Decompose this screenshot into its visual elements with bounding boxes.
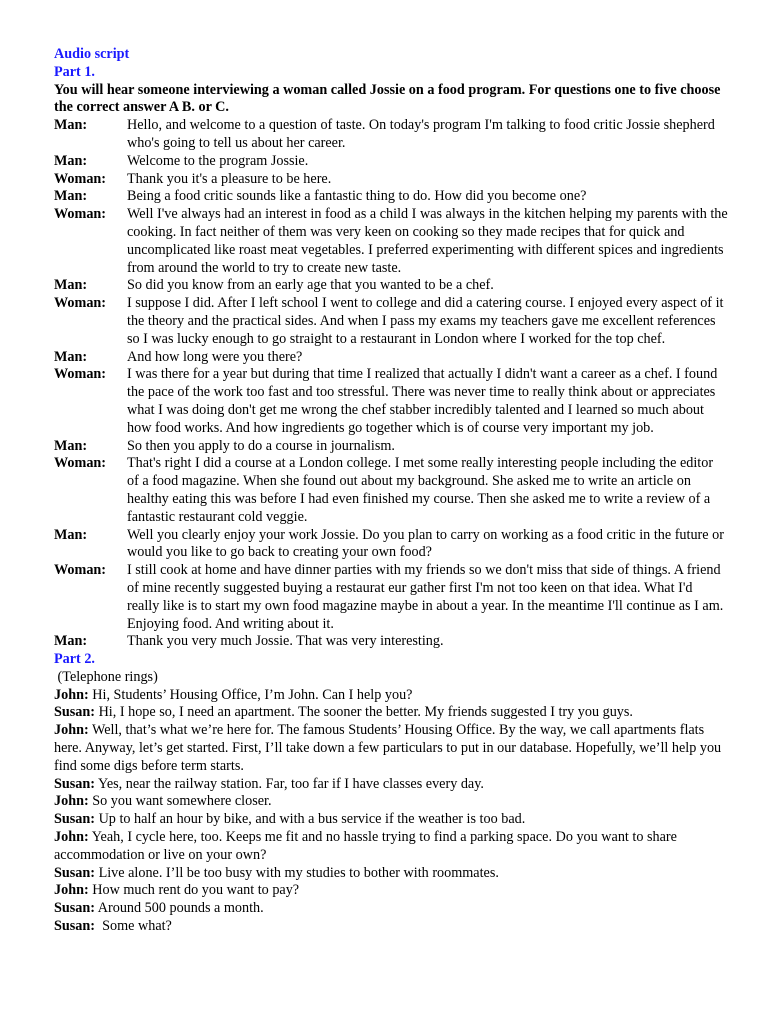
- dialogue-line: [54, 704, 728, 722]
- speech-text: I still cook at home and have dinner parties with my friends so we don't miss that side of things. A friend of mine recently suggested buying a restaurat eur gather first I'm not too keen on that idea. What I'd really like is to start my own food magazine maybe in about a year. In the meantime I'll continue as I am. Enjoying food. And writing about it.: [127, 562, 724, 632]
- dialogue-line: [54, 918, 728, 936]
- speaker-label: Susan:: [54, 704, 96, 721]
- dialogue-line: [54, 349, 728, 367]
- part1-heading: Part 1.: [54, 63, 95, 80]
- dialogue-line: [54, 882, 728, 900]
- part1-dialogue: [54, 117, 728, 651]
- speech-text: Live alone. I’ll be too busy with my studies to bother with roommates.: [95, 864, 499, 881]
- speaker-label: Man:: [54, 277, 88, 294]
- speech-text: Yeah, I cycle here, too. Keeps me fit and no hassle trying to find a parking space. Do you want to share accommodation or live on your own?: [54, 829, 681, 863]
- speaker-label: Man:: [54, 526, 88, 543]
- speaker-label: Susan:: [54, 864, 96, 881]
- dialogue-line: [54, 438, 728, 456]
- dialogue-line: [54, 366, 728, 437]
- speech-text: Being a food critic sounds like a fantastic thing to do. How did you become one?: [127, 188, 587, 205]
- speech-text: How much rent do you want to pay?: [88, 882, 300, 899]
- speech-text: Well, that’s what we’re here for. The famous Students’ Housing Office. By the way, we call apartments flats here. Anyway, let’s get started. First, I’ll take down a few particulars to put in our database. Hopefully, we’ll help you find some digs before term starts.: [54, 722, 725, 774]
- dialogue-line: [54, 277, 728, 295]
- speech-text: Thank you very much Jossie. That was very interesting.: [127, 633, 444, 650]
- dialogue-line: [54, 633, 728, 651]
- dialogue-line: [54, 188, 728, 206]
- dialogue-line: [54, 722, 728, 775]
- speaker-label: John:: [54, 793, 89, 810]
- speaker-label: Susan:: [54, 775, 96, 792]
- speech-text: Hi, I hope so, I need an apartment. The sooner the better. My friends suggested I try you guys.: [95, 704, 633, 721]
- part1-instructions: You will hear someone interviewing a woman called Jossie on a food program. For questions one to five choose the correct answer A B. or C.: [54, 81, 721, 116]
- document-title: Audio script: [54, 46, 130, 62]
- dialogue-line: [54, 865, 728, 883]
- speaker-label: Susan:: [54, 918, 96, 935]
- stage-direction: (Telephone rings): [54, 668, 158, 685]
- speech-text: Hello, and welcome to a question of taste. On today's program I'm talking to food critic Jossie shepherd who's going to tell us about her career.: [127, 117, 715, 151]
- speaker-label: Woman:: [54, 455, 107, 472]
- speaker-label: Woman:: [54, 170, 107, 187]
- speech-text: Some what?: [95, 918, 172, 935]
- speech-text: So then you apply to do a course in journalism.: [127, 437, 395, 454]
- dialogue-line: [54, 295, 728, 348]
- dialogue-line: [54, 829, 728, 865]
- dialogue-line: [54, 687, 728, 705]
- speaker-label: John:: [54, 722, 89, 739]
- speaker-label: Woman:: [54, 366, 107, 383]
- speech-text: Well you clearly enjoy your work Jossie. Do you plan to carry on working as a food critic in the future or would you like to go back to creating your own food?: [127, 526, 724, 561]
- speaker-label: Man:: [54, 437, 88, 454]
- dialogue-line: [54, 171, 728, 189]
- speech-text: Up to half an hour by bike, and with a bus service if the weather is too bad.: [95, 811, 526, 828]
- part1-section: [54, 64, 728, 651]
- speech-text: Hi, Students’ Housing Office, I’m John. Can I help you?: [88, 686, 413, 703]
- speech-text: And how long were you there?: [127, 348, 303, 365]
- speaker-label: John:: [54, 829, 89, 846]
- dialogue-line: [54, 527, 728, 563]
- speech-text: Thank you it's a pleasure to be here.: [127, 170, 332, 187]
- dialogue-line: [54, 455, 728, 526]
- part2-heading: Part 2.: [54, 651, 95, 668]
- speaker-label: Man:: [54, 152, 88, 169]
- speech-text: That's right I did a course at a London college. I met some really interesting people including the editor of a food magazine. When she found out about my background. She asked me to write an article on healthy eating this was before I had even finished my course. Then she asked me to write a review of a fantastic restaurant cold veggie.: [127, 455, 714, 525]
- speaker-label: Woman:: [54, 206, 107, 223]
- dialogue-line: [54, 776, 728, 794]
- speech-text: Well I've always had an interest in food as a child I was always in the kitchen helping my parents with the cooking. In fact neither of them was very keen on cooking so they made recipes that for quick and uncomplicated like roast meat vegetables. I preferred experimenting with different spices and ingredients from around the world to try to create new taste.: [127, 206, 728, 276]
- speaker-label: Susan:: [54, 811, 96, 828]
- dialogue-line: [54, 793, 728, 811]
- speech-text: Around 500 pounds a month.: [95, 900, 264, 917]
- speaker-label: Susan:: [54, 900, 96, 917]
- speech-text: I was there for a year but during that time I realized that actually I didn't want a career as a chef. I found the pace of the work too fast and too stressful. There was never time to really think about or appreciates what I was doing don't get me wrong the chef stabber incredibly talented and I learned so much about how food works. And how ingredients go together which is of course very important my job.: [127, 366, 718, 436]
- speech-text: I suppose I did. After I left school I went to college and did a catering course. I enjoyed every aspect of it the theory and the practical sides. And when I pass my exams my teachers gave me excellent references so I was lucky enough to go straight to a restaurant in London where I worked for the top chef.: [127, 295, 724, 347]
- speech-text: Yes, near the railway station. Far, too far if I have classes every day.: [95, 775, 484, 792]
- speaker-label: Man:: [54, 633, 88, 650]
- speech-text: So did you know from an early age that you wanted to be a chef.: [127, 277, 494, 294]
- speaker-label: Man:: [54, 188, 88, 205]
- speech-text: So you want somewhere closer.: [88, 793, 272, 810]
- dialogue-line: [54, 900, 728, 918]
- dialogue-line: [54, 206, 728, 277]
- speech-text: Welcome to the program Jossie.: [127, 152, 309, 169]
- speaker-label: John:: [54, 882, 89, 899]
- part2-section: [54, 651, 728, 936]
- speaker-label: John:: [54, 686, 89, 703]
- dialogue-line: [54, 153, 728, 171]
- speaker-label: Woman:: [54, 295, 107, 312]
- speaker-label: Man:: [54, 348, 88, 365]
- dialogue-line: [54, 562, 728, 633]
- dialogue-line: [54, 117, 728, 153]
- dialogue-line: [54, 811, 728, 829]
- speaker-label: Woman:: [54, 562, 107, 579]
- speaker-label: Man:: [54, 117, 88, 134]
- part2-dialogue: [54, 687, 728, 936]
